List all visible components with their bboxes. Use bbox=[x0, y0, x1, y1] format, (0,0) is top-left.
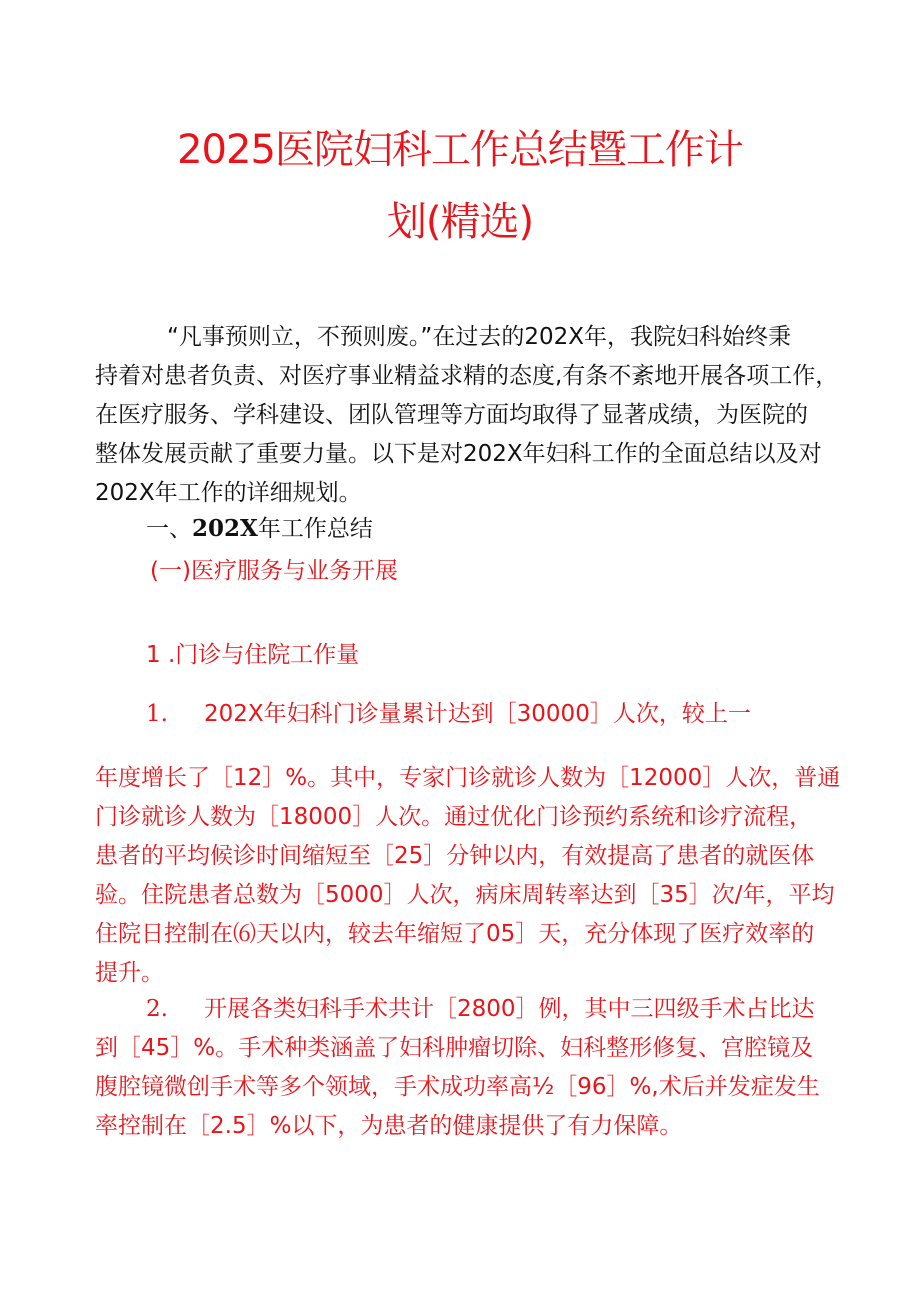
document-title-line-1: 2025医院妇科工作总结暨工作计 bbox=[177, 127, 743, 173]
list-item-number: 2. bbox=[146, 996, 168, 1022]
list-item-2-body bbox=[95, 990, 820, 1146]
intro-line: 持着对患者负责、对医疗事业精益求精的态度,有条不紊地开展各项工作， bbox=[95, 363, 839, 389]
list-item-line: 年度增长了［12］%。其中，专家门诊就诊人数为［12000］人次，普通 bbox=[95, 765, 841, 791]
intro-line: “凡事预则立，不预则废。”在过去的202X年，我院妇科始终秉 bbox=[167, 324, 791, 350]
list-item-2-first-line bbox=[95, 990, 820, 1029]
list-item-1-body bbox=[95, 759, 841, 993]
list-item-number: 1. bbox=[146, 701, 168, 727]
sub-item-heading: 1 .门诊与住院工作量 bbox=[146, 642, 360, 668]
intro-line: 202X年工作的详细规划。 bbox=[95, 480, 362, 506]
list-item-1-first-line bbox=[146, 698, 751, 730]
list-item-line: 到［45］%。手术种类涵盖了妇科肿瘤切除、妇科整形修复、宫腔镜及 bbox=[95, 1035, 814, 1061]
list-item-line: 患者的平均候诊时间缩短至［25］分钟以内，有效提高了患者的就医体 bbox=[95, 843, 815, 869]
list-item-line: 率控制在［2.5］%以下，为患者的健康提供了有力保障。 bbox=[95, 1113, 683, 1139]
list-item-line: 提升。 bbox=[95, 960, 164, 986]
list-item-text: 开展各类妇科手术共计［2800］例，其中三四级手术占比达 bbox=[204, 996, 815, 1022]
intro-paragraph bbox=[95, 318, 839, 513]
section-heading bbox=[146, 514, 373, 544]
list-item-text: 202X年妇科门诊量累计达到［30000］人次，较上一 bbox=[204, 701, 751, 727]
section-heading-text: 年工作总结 bbox=[257, 516, 373, 542]
list-item-line: 腹腔镜微创手术等多个领域，手术成功率高½［96］%,术后并发症发生 bbox=[95, 1074, 820, 1100]
intro-line: 在医疗服务、学科建设、团队管理等方面均取得了显著成绩，为医院的 bbox=[95, 402, 808, 428]
list-item-line: 验。住院患者总数为［5000］人次，病床周转率达到［35］次/年，平均 bbox=[95, 882, 835, 908]
document-title-line-2: 划(精选) bbox=[386, 199, 534, 245]
subsection-heading: (一)医疗服务与业务开展 bbox=[150, 558, 398, 584]
list-item-line: 门诊就诊人数为［18000］人次。通过优化门诊预约系统和诊疗流程， bbox=[95, 804, 813, 830]
list-item-line: 住院日控制在⑹天以内，较去年缩短了05］天，充分体现了医疗效率的 bbox=[95, 921, 815, 947]
section-heading-prefix: 一、 bbox=[146, 516, 192, 542]
intro-line: 整体发展贡献了重要力量。以下是对202X年妇科工作的全面总结以及对 bbox=[95, 441, 822, 467]
section-heading-year: 202X bbox=[192, 515, 258, 542]
